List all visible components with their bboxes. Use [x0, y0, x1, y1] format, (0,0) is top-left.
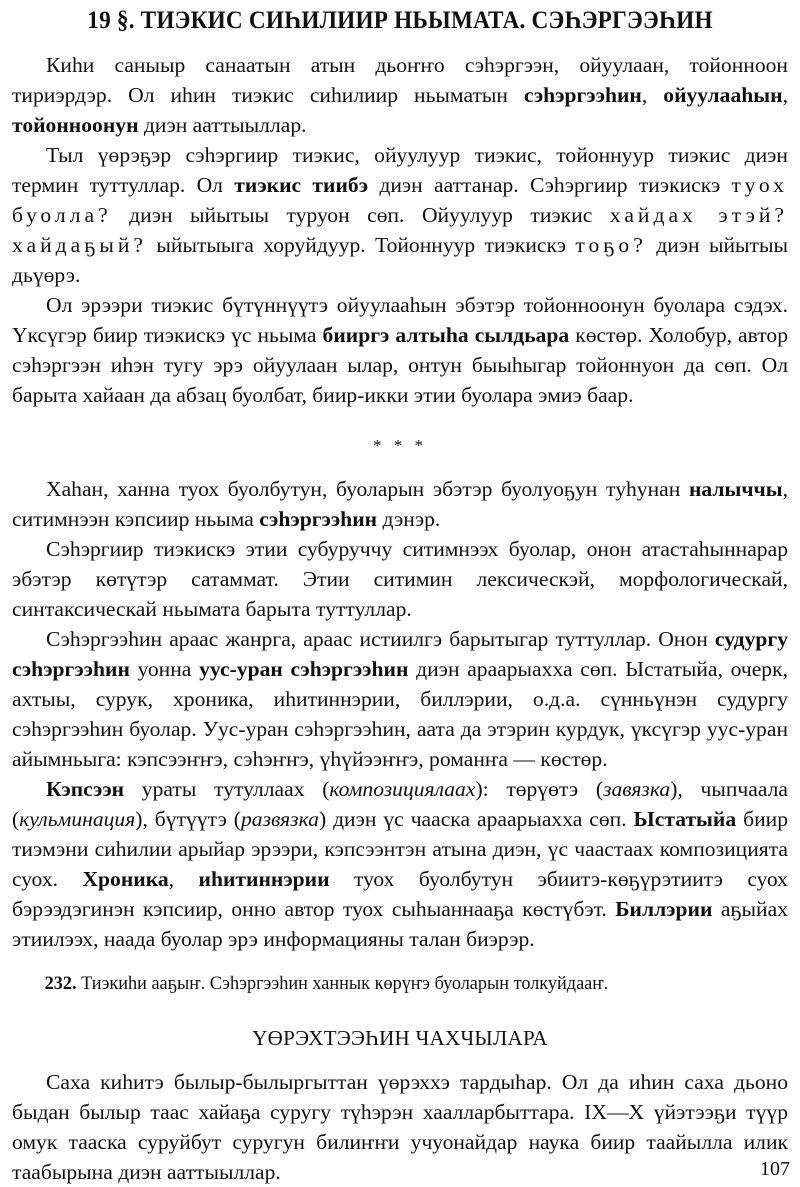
text: Хаһан, ханна туох буолбутун, буоларын эбэтэр буолуоҕун туһунан [46, 477, 689, 501]
text: дэнэр. [377, 507, 441, 531]
text: , [782, 83, 788, 107]
paragraph-2 [12, 140, 788, 290]
term-bold: тиэкис тиибэ [234, 173, 369, 197]
term-italic: завязка [603, 777, 671, 801]
book-page [12, 0, 788, 1187]
paragraph-3 [12, 290, 788, 410]
text: , [641, 83, 664, 107]
term-bold: судургу сэһэргээһин [12, 627, 788, 681]
text: диэн ааттыыллар. [138, 113, 307, 137]
paragraph-7 [12, 774, 788, 954]
question-spaced: хайдах этэй? хайдаҕый? [12, 203, 788, 257]
term-bold: налыччы [688, 477, 783, 501]
exercise-232 [12, 970, 757, 998]
text: Ол эрээри тиэкис бүтүннүүтэ ойуулааһын эбэтэр тойонноонун буолара сэдэх. Үксүгэр биир тиэкискэ үс ньыма [12, 293, 788, 347]
text: аҕыйах этиилээх, наада буолар эрэ информацияны талан биэрэр. [12, 897, 788, 951]
term-bold: Биллэрии [615, 897, 713, 921]
paragraph-6 [12, 624, 788, 774]
exercise-text: Тиэкиһи ааҕыҥ. Сэһэргээһин ханнык көрүҥэ буоларын толкуйдааҥ. [76, 973, 609, 994]
text: диэн араарыахха сөп. Ыстатыйа, очерк, ахтыы, сурук, хроника, иһитиннэрии, биллэрии, о.д.а. сүнньүнэн судургу сэһэргээһин буолар. Уус-уран сэһэргээһин, аата да этэрин курдук, үксүгэр уус-уран айымньыга: кэпсээҥҥэ, сэһэҥҥэ, үһүйээҥҥэ, романҥа — көстөр. [12, 657, 788, 771]
section-separator: * * * [373, 436, 427, 455]
exercise-number: 232. [44, 973, 77, 994]
text: туох буолбутун эбиитэ-көҕүрэтиитэ суох бэрээдэгинэн кэпсиир, онно автор туох сыһыаннааҕа көстүбэт. [12, 867, 788, 921]
text: Саха киһитэ былыр-былыргыттан үөрэххэ тардыһар. Ол да иһин саха дьоно быдан былыр таас хайаҕа суругу түһэрэн хаалларбыттара. IX—X үйэтээҕи түүр омук тааска суруйбут суругун билиҥҥи учуонайдар наука биир таайылла илик таабырына диэн ааттыыллар. [12, 1070, 788, 1184]
text: ), чыпчаала ( [12, 777, 788, 831]
text: уонна [129, 657, 200, 681]
text: Тыл үөрэҕэр сэһэргиир тиэкис, ойуулуур тиэкис, тойоннуур тиэкис диэн термин туттуллар. Ол [12, 143, 788, 197]
section-title: 19 §. ТИЭКИС СИҺИЛИИР НЬЫМАТА. СЭҺЭРГЭЭҺИН [87, 7, 713, 34]
term-bold: сэһэргээһин [259, 507, 378, 531]
text: Киһи саныыр санаатын атын дьоҥҥо сэһэргээн, ойуулаан, тойонноон тириэрдэр. Ол иһин тиэкис сиһилиир ньыматын [12, 53, 788, 107]
paragraph-1 [12, 50, 788, 140]
text: ), бүтүүтэ ( [135, 807, 241, 831]
text: , ситимнээн кэпсиир ньыма [12, 477, 788, 531]
term-bold: уус-уран сэһэргээһин [199, 657, 409, 681]
term-bold: ойуулааһын [663, 83, 783, 107]
question-spaced: туох буолла? [12, 173, 788, 227]
term-bold: бииргэ алтыһа сылдьара [322, 323, 570, 347]
text: Сэһэргиир тиэкискэ этии субуруччу ситимнээх буолар, онон атастаһыннарар эбэтэр көтүтэр сатаммат. Этии ситимин лексическэй, морфологическай, синтаксическай ньымата барыта туттуллар. [12, 537, 788, 621]
term-bold: иһитиннэрии [198, 867, 330, 891]
term-bold: Хроника [82, 867, 169, 891]
text: диэн ааттанар. Сэһэргиир тиэкискэ [368, 173, 732, 197]
paragraph-4 [12, 474, 788, 534]
term-bold: сэһэргээһин [523, 83, 642, 107]
text: биир тиэмэни сиһилии арыйар эрээри, кэпсээнтэн атына диэн, үс чаастаах композицията суох. [12, 807, 788, 891]
term-bold: тойонноонун [12, 113, 139, 137]
term-bold: Кэпсээн [46, 777, 125, 801]
text: ) диэн үс чааска араарыахха сөп. [318, 807, 634, 831]
text: көстөр. Холобур, автор сэһэргээн иһэн тугу эрэ ойуулаан ылар, онтун быыһыгар тойоннуон да сөп. Ол барыта хайаан да абзац буолбат, биир-икки этии буолара эмиэ баар. [12, 323, 788, 407]
page-number: 107 [760, 1158, 790, 1180]
term-italic: развязка [241, 807, 319, 831]
term-bold: Ыстатыйа [633, 807, 737, 831]
term-italic: композициялаах [329, 777, 476, 801]
reading-subtitle: ҮӨРЭХТЭЭҺИН ЧАХЧЫЛАРА [252, 1026, 548, 1050]
text: , [168, 867, 199, 891]
text: ыйытыыга хоруйдуур. Тойоннуур тиэкискэ [147, 233, 576, 257]
text: Сэһэргээһин араас жанрга, араас истиилгэ барытыгар туттуллар. Онон [46, 627, 715, 651]
text: диэн ыйытыы дьүөрэ. [12, 233, 788, 287]
question-spaced: тоҕо? [575, 233, 647, 257]
text: ): төрүөтэ ( [475, 777, 604, 801]
text: диэн ыйытыы туруон сөп. Ойуулуур тиэкис [111, 203, 610, 227]
paragraph-8 [12, 1067, 788, 1187]
text: ураты тутуллаах ( [124, 777, 330, 801]
term-italic: кульминация [19, 807, 136, 831]
paragraph-5 [12, 534, 788, 624]
